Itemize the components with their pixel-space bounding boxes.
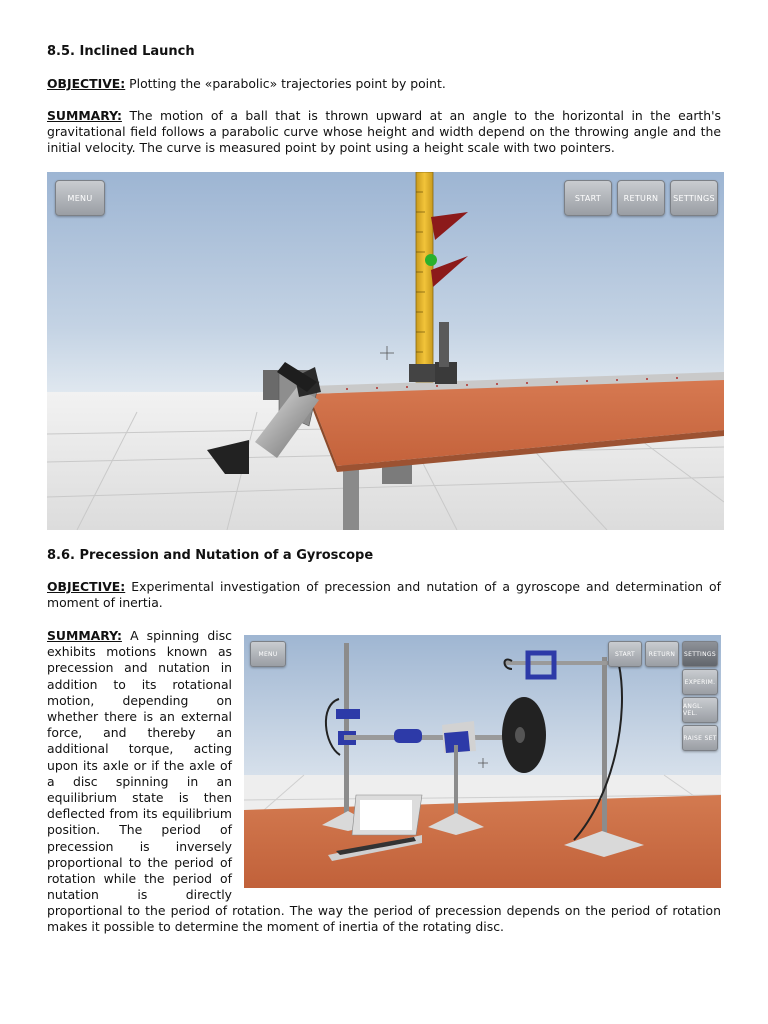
settings-button[interactable]: SETTINGS — [670, 180, 718, 216]
summary-wrapped-column — [47, 628, 232, 903]
objective-text: Experimental investigation of precession and nutation of a gyroscope and determination of moment of inertia. — [47, 579, 721, 611]
summary-line: additional torque, acting — [47, 741, 232, 757]
objective-paragraph-gyroscope — [47, 579, 721, 611]
menu-button[interactable]: MENU — [55, 180, 105, 216]
gyroscope-scene — [244, 635, 721, 888]
section-heading-inclined-launch: 8.5. Inclined Launch — [47, 44, 195, 59]
summary-text: The motion of a ball that is thrown upward at an angle to the horizontal in the earth's gravitational field follows a parabolic curve whose height and width depend on the throwing angle and the initial velocity. The curve is measured point by point using a height scale with two pointers. — [47, 108, 721, 156]
summary-line: addition to its rotational — [47, 676, 232, 692]
summary-label: SUMMARY: — [47, 628, 122, 643]
summary-line: proportional to the period of — [47, 854, 232, 870]
summary-line: force, and thereby an — [47, 725, 232, 741]
objective-label: OBJECTIVE: — [47, 579, 126, 594]
summary-line: motion, depending on — [47, 692, 232, 708]
summary-line: deflected from its equilibrium — [47, 806, 232, 822]
objective-label: OBJECTIVE: — [47, 76, 126, 91]
summary-line: position. The period of — [47, 822, 232, 838]
summary-line: rotation while the period of — [47, 871, 232, 887]
summary-line: equilibrium state is then — [47, 790, 232, 806]
summary-paragraph — [47, 108, 721, 157]
summary-line: nutation is directly — [47, 887, 232, 903]
summary-label: SUMMARY: — [47, 108, 122, 123]
angular-velocity-button[interactable]: ANGL. VEL. — [682, 697, 718, 723]
objective-paragraph — [47, 76, 721, 92]
return-button[interactable]: RETURN — [617, 180, 665, 216]
settings-button[interactable]: SETTINGS — [682, 641, 718, 667]
return-button[interactable]: RETURN — [645, 641, 679, 667]
inclined-launch-simulation-screenshot — [47, 172, 724, 530]
summary-line: precession is inversely — [47, 838, 232, 854]
summary-tail: proportional to the period of rotation. The way the period of precession depends on the period of rotation makes it possible to determine the moment of inertia of the rotating disc. — [47, 903, 721, 935]
summary-line: exhibits motions known as — [47, 644, 232, 660]
section-heading-gyroscope: 8.6. Precession and Nutation of a Gyroscope — [47, 548, 374, 563]
objective-text: Plotting the «parabolic» trajectories point by point. — [125, 76, 446, 91]
raise-set-button[interactable]: RAISE SET — [682, 725, 718, 751]
gyroscope-simulation-screenshot — [244, 635, 721, 888]
summary-line: precession and nutation in — [47, 660, 232, 676]
inclined-launch-scene — [47, 172, 724, 530]
summary-line: SUMMARY: A spinning disc — [47, 628, 232, 643]
summary-line: whether there is an external — [47, 709, 232, 725]
summary-line: upon its axle or if the axle of — [47, 757, 232, 773]
summary-line: a disc spinning in an — [47, 773, 232, 789]
start-button[interactable]: START — [564, 180, 612, 216]
start-button[interactable]: START — [608, 641, 642, 667]
menu-button[interactable]: MENU — [250, 641, 286, 667]
experiment-button[interactable]: EXPERIM. — [682, 669, 718, 695]
